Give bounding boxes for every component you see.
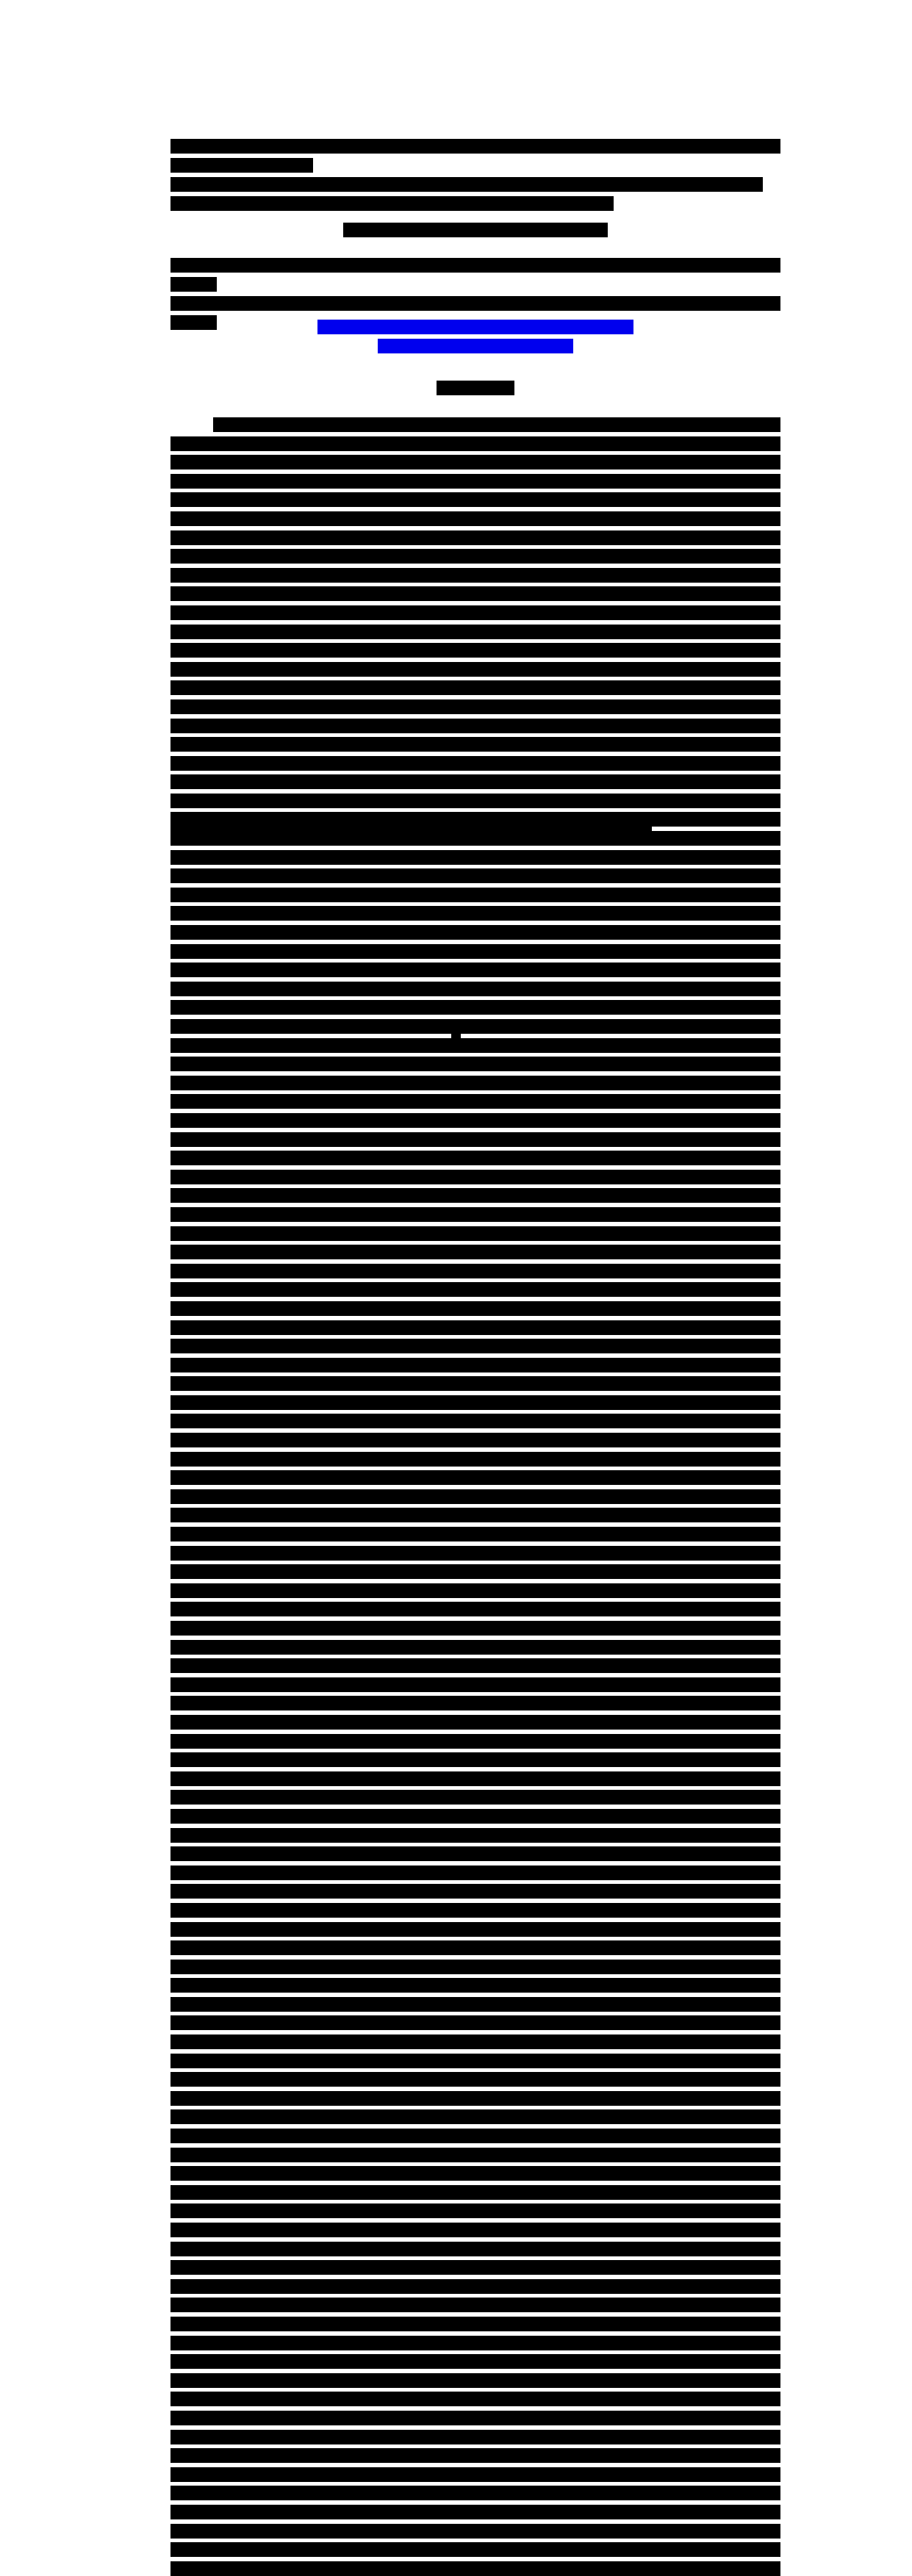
citation-line-1 [170, 256, 780, 294]
running-header [170, 137, 780, 213]
header-line-1 [170, 137, 780, 175]
header-line-3 [170, 194, 780, 213]
doi-link-line-1[interactable] [170, 317, 780, 337]
header-line-2 [170, 175, 780, 194]
keywords-line [170, 814, 780, 833]
section-title [170, 220, 780, 240]
abstract-paragraph [170, 416, 780, 2576]
doi-link-line-2[interactable] [170, 337, 780, 356]
page-number [0, 1029, 912, 1044]
doi-link-block[interactable] [170, 317, 780, 356]
abstract-heading [170, 378, 780, 397]
